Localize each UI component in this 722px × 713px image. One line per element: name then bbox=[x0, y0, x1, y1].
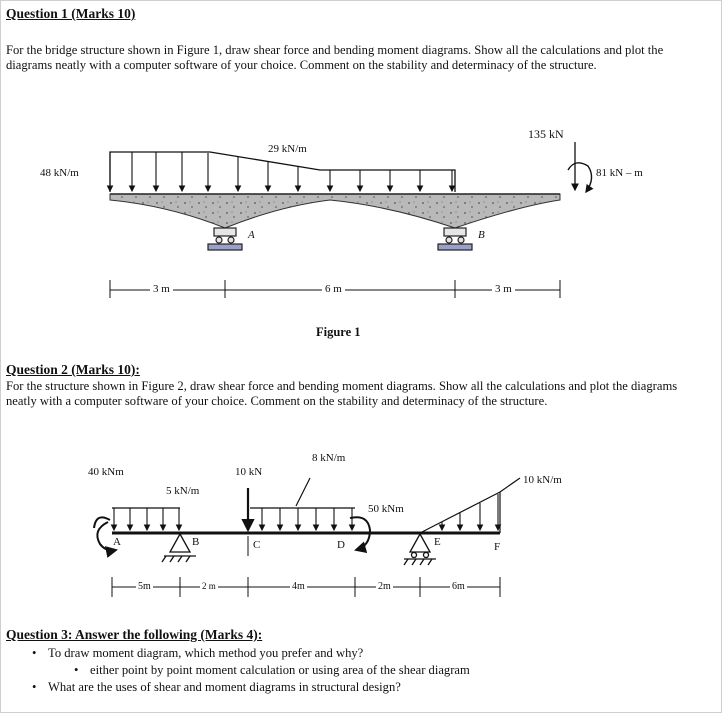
fig1-load-arrows bbox=[110, 152, 452, 191]
fig2-udl-2 bbox=[250, 478, 355, 508]
fig2-tri-load-label: 10 kN/m bbox=[523, 474, 562, 486]
fig1-moment-label: 81 kN – m bbox=[596, 167, 643, 179]
fig2-support-b bbox=[162, 534, 196, 562]
fig2-dim-4: 2m bbox=[378, 581, 391, 592]
fig2-point-a: A bbox=[113, 536, 121, 548]
fig1-moment-arrow bbox=[568, 163, 592, 192]
fig2-triangular-arrows bbox=[442, 494, 498, 530]
fig2-udl-1-label: 5 kN/m bbox=[166, 485, 200, 497]
fig2-point-c: C bbox=[253, 539, 261, 551]
fig1-support-b-label: B bbox=[478, 229, 485, 241]
figure-1-caption: Figure 1 bbox=[316, 325, 361, 339]
fig2-triangular-load bbox=[420, 478, 520, 533]
q2-heading: Question 2 (Marks 10): bbox=[6, 362, 140, 377]
fig2-udl-2-arrows bbox=[262, 508, 352, 530]
q3-subitem: • either point by point moment calculation or using area of the shear diagram bbox=[70, 662, 470, 679]
q2-text: For the structure shown in Figure 2, draw shear force and bending moment diagrams. Show all the calculations and plot the diagrams neatly with a computer software of your choice. Comment on the stability and determinacy of the structure. bbox=[6, 379, 678, 408]
fig1-support-a bbox=[208, 228, 242, 250]
fig2-support-e bbox=[404, 534, 436, 565]
fig2-point-d: D bbox=[337, 539, 345, 551]
fig1-point-load-label: 135 kN bbox=[528, 127, 564, 141]
fig2-udl-2-label: 8 kN/m bbox=[312, 452, 346, 464]
fig1-load-mid-label: 29 kN/m bbox=[268, 143, 307, 155]
fig2-udl-1-arrows bbox=[114, 508, 179, 530]
fig1-dim-3: 3 m bbox=[492, 283, 515, 295]
fig2-point-e: E bbox=[434, 536, 441, 548]
q1-text: For the bridge structure shown in Figure 1, draw shear force and bending moment diagrams. Show all the calculations and plot the diagrams neatly with a computer software of your choice. Comment on the stability and determinacy of the structure. bbox=[6, 43, 664, 72]
fig2-dim-5: 6m bbox=[452, 581, 465, 592]
fig2-moment-left-label: 40 kNm bbox=[88, 466, 124, 478]
fig1-load-left-label: 48 kN/m bbox=[40, 167, 79, 179]
fig1-dim-1: 3 m bbox=[150, 283, 173, 295]
fig2-point-load-label: 10 kN bbox=[235, 466, 263, 478]
q3-item: • To draw moment diagram, which method you prefer and why? bbox=[28, 645, 470, 662]
fig2-point-b: B bbox=[192, 536, 200, 548]
fig2-point-f: F bbox=[494, 541, 501, 553]
q3-list bbox=[28, 645, 470, 696]
fig1-support-b bbox=[438, 228, 472, 250]
fig1-support-a-label: A bbox=[248, 229, 255, 241]
fig1-distributed-load bbox=[110, 152, 455, 192]
fig1-dim-2: 6 m bbox=[322, 283, 345, 295]
q3-item: • What are the uses of shear and moment diagrams in structural design? bbox=[28, 679, 470, 696]
q1-heading: Question 1 (Marks 10) bbox=[6, 6, 136, 21]
fig2-dim-1: 5m bbox=[138, 581, 151, 592]
fig1-bridge-deck bbox=[110, 194, 560, 228]
fig2-dim-2: 2 m bbox=[202, 581, 216, 591]
q3-heading: Question 3: Answer the following (Marks 4): bbox=[6, 627, 263, 642]
fig2-moment-right-label: 50 kNm bbox=[368, 503, 404, 515]
fig2-dim-3: 4m bbox=[292, 581, 305, 592]
